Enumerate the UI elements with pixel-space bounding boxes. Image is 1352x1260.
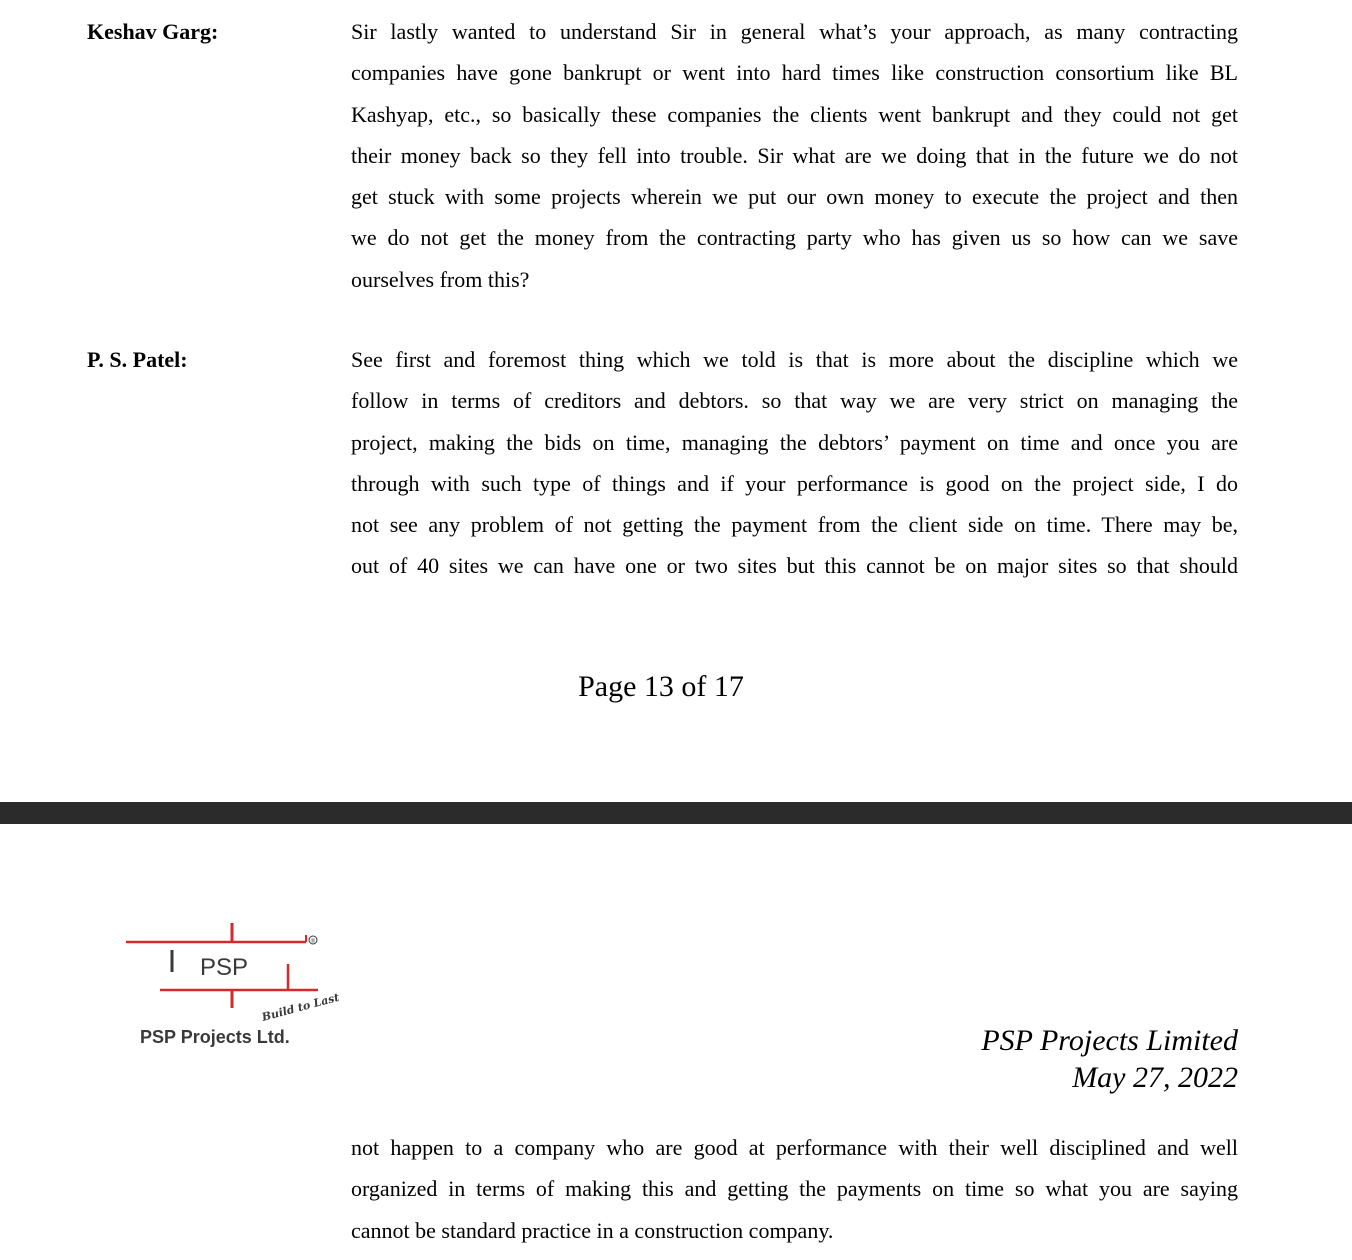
continuation-text: [351, 1127, 1238, 1251]
text-line: through with such type of things and if your performance is good on the project side, I do: [351, 470, 1238, 496]
text-line: out of 40 sites we can have one or two sites but this cannot be on major sites so that should: [351, 553, 1238, 579]
speaker-text-ps-patel: [351, 339, 1238, 587]
text-line: See first and foremost thing which we told is that is more about the discipline which we: [351, 347, 1238, 372]
text-line: we do not get the money from the contracting party who has given us so how can we save: [351, 225, 1238, 251]
registered-mark: ®: [310, 939, 316, 945]
text-line: not see any problem of not getting the payment from the client side on time. There may be,: [351, 512, 1238, 538]
document-date: May 27, 2022: [1072, 1061, 1238, 1094]
text-line: get stuck with some projects wherein we put our own money to execute the project and then: [351, 184, 1238, 210]
psp-logo: [120, 918, 360, 1053]
page-number: Page 13 of 17: [578, 670, 744, 703]
logo-tagline: Build to Last: [260, 990, 341, 1024]
page-header: [981, 1022, 1238, 1096]
text-line: organized in terms of making this and getting the payments on time so what you are saying: [351, 1176, 1238, 1202]
text-line: not happen to a company who are good at performance with their well disciplined and well: [351, 1135, 1238, 1160]
text-line: their money back so they fell into trouble. Sir what are we doing that in the future we do not: [351, 142, 1238, 168]
text-line: Kashyap, etc., so basically these companies the clients went bankrupt and they could not get: [351, 101, 1238, 127]
text-line: project, making the bids on time, managing the debtors’ payment on time and once you are: [351, 429, 1238, 455]
speaker-name-keshav-garg: Keshav Garg:: [87, 19, 219, 44]
text-line: companies have gone bankrupt or went into hard times like construction consortium like BL: [351, 60, 1238, 86]
text-line: ourselves from this?: [351, 266, 530, 292]
logo-company-label: PSP Projects Ltd.: [140, 1027, 290, 1047]
company-name: PSP Projects Limited: [981, 1024, 1238, 1057]
logo-mark-text: PSP: [200, 954, 249, 981]
text-line: cannot be standard practice in a construction company.: [351, 1217, 834, 1243]
speaker-name-ps-patel: P. S. Patel:: [87, 347, 188, 372]
page-separator: [0, 802, 1352, 824]
speaker-text-keshav-garg: [351, 11, 1238, 300]
text-line: Sir lastly wanted to understand Sir in general what’s your approach, as many contracting: [351, 19, 1238, 44]
text-line: follow in terms of creditors and debtors. so that way we are very strict on managing the: [351, 388, 1238, 414]
